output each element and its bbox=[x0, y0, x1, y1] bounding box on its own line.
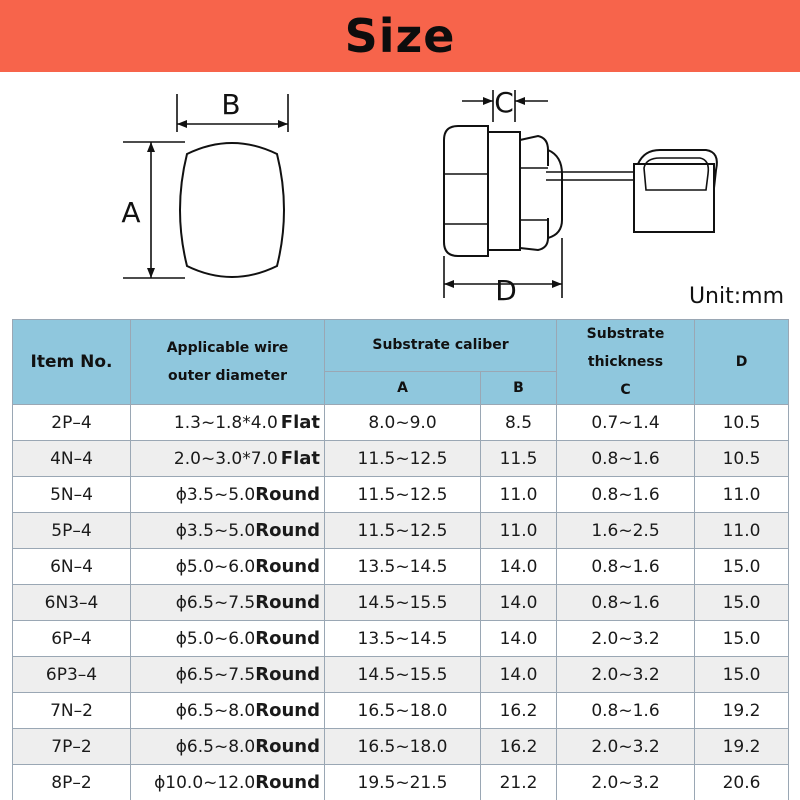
cell-thickness-c: 2.0~3.2 bbox=[557, 729, 695, 765]
cell-wire-diameter bbox=[131, 477, 325, 513]
wire-diameter-value: ϕ3.5~5.0 bbox=[175, 485, 256, 505]
cell-caliber-a: 11.5~12.5 bbox=[325, 513, 481, 549]
header-a: A bbox=[325, 371, 481, 404]
dimension-c-label: C bbox=[494, 86, 514, 119]
table-row bbox=[13, 405, 789, 441]
cell-wire-diameter bbox=[131, 693, 325, 729]
cell-caliber-b: 8.5 bbox=[481, 405, 557, 441]
header-applicable-wire bbox=[131, 320, 325, 405]
cell-d: 10.5 bbox=[695, 405, 789, 441]
wire-diameter-value: ϕ5.0~6.0 bbox=[175, 557, 256, 577]
cell-item-no: 5P–4 bbox=[13, 513, 131, 549]
header-substrate-caliber: Substrate caliber bbox=[325, 320, 557, 372]
cell-thickness-c: 0.7~1.4 bbox=[557, 405, 695, 441]
table-row bbox=[13, 549, 789, 585]
cell-caliber-b: 14.0 bbox=[481, 657, 557, 693]
header-wire-line2: outer diameter bbox=[168, 368, 287, 384]
wire-type: Round bbox=[255, 484, 320, 505]
cell-thickness-c: 0.8~1.6 bbox=[557, 585, 695, 621]
wire-type: Round bbox=[255, 592, 320, 613]
cell-caliber-b: 16.2 bbox=[481, 693, 557, 729]
table-row bbox=[13, 729, 789, 765]
size-spec-table bbox=[12, 319, 789, 800]
cell-caliber-a: 11.5~12.5 bbox=[325, 477, 481, 513]
cell-d: 15.0 bbox=[695, 585, 789, 621]
cell-wire-diameter bbox=[131, 729, 325, 765]
wire-diameter-value: 1.3~1.8*4.0 bbox=[173, 413, 278, 433]
cell-thickness-c: 2.0~3.2 bbox=[557, 765, 695, 800]
cell-thickness-c: 0.8~1.6 bbox=[557, 549, 695, 585]
cell-d: 11.0 bbox=[695, 513, 789, 549]
wire-diameter-value: ϕ10.0~12.0 bbox=[154, 773, 256, 793]
title-banner bbox=[0, 0, 800, 72]
header-thickness-line1: Substrate bbox=[586, 326, 665, 342]
cell-caliber-b: 14.0 bbox=[481, 621, 557, 657]
wire-diameter-value: ϕ6.5~8.0 bbox=[175, 701, 256, 721]
cell-caliber-b: 11.5 bbox=[481, 441, 557, 477]
cell-thickness-c: 0.8~1.6 bbox=[557, 441, 695, 477]
wire-type: Round bbox=[255, 664, 320, 685]
cell-item-no: 6P–4 bbox=[13, 621, 131, 657]
cell-caliber-a: 16.5~18.0 bbox=[325, 693, 481, 729]
table-row bbox=[13, 621, 789, 657]
header-substrate-thickness bbox=[557, 320, 695, 405]
cell-d: 19.2 bbox=[695, 729, 789, 765]
cell-item-no: 2P–4 bbox=[13, 405, 131, 441]
dimension-d-label: D bbox=[495, 274, 517, 307]
cell-wire-diameter bbox=[131, 405, 325, 441]
cell-thickness-c: 0.8~1.6 bbox=[557, 693, 695, 729]
cell-wire-diameter bbox=[131, 657, 325, 693]
cell-item-no: 5N–4 bbox=[13, 477, 131, 513]
header-wire-line1: Applicable wire bbox=[166, 340, 289, 356]
header-thickness-c: C bbox=[620, 382, 631, 398]
wire-diameter-value: ϕ5.0~6.0 bbox=[175, 629, 256, 649]
cell-d: 10.5 bbox=[695, 441, 789, 477]
cell-thickness-c: 2.0~3.2 bbox=[557, 657, 695, 693]
wire-diameter-value: ϕ6.5~7.5 bbox=[175, 665, 256, 685]
unit-label: Unit:mm bbox=[688, 284, 784, 309]
wire-diameter-value: ϕ6.5~8.0 bbox=[175, 737, 256, 757]
cell-thickness-c: 0.8~1.6 bbox=[557, 477, 695, 513]
cell-item-no: 4N–4 bbox=[13, 441, 131, 477]
cell-caliber-a: 8.0~9.0 bbox=[325, 405, 481, 441]
cell-wire-diameter bbox=[131, 621, 325, 657]
header-item-no: Item No. bbox=[13, 320, 131, 405]
cell-d: 19.2 bbox=[695, 693, 789, 729]
cell-caliber-a: 13.5~14.5 bbox=[325, 621, 481, 657]
dimension-b-label: B bbox=[221, 88, 241, 121]
cell-wire-diameter bbox=[131, 549, 325, 585]
wire-type: Round bbox=[255, 736, 320, 757]
front-view-diagram bbox=[105, 82, 320, 297]
cell-caliber-a: 11.5~12.5 bbox=[325, 441, 481, 477]
table-row bbox=[13, 585, 789, 621]
cell-caliber-b: 14.0 bbox=[481, 549, 557, 585]
cell-d: 15.0 bbox=[695, 621, 789, 657]
header-d: D bbox=[695, 320, 789, 405]
cell-d: 20.6 bbox=[695, 765, 789, 800]
cell-thickness-c: 2.0~3.2 bbox=[557, 621, 695, 657]
wire-type: Round bbox=[255, 628, 320, 649]
cell-thickness-c: 1.6~2.5 bbox=[557, 513, 695, 549]
cell-wire-diameter bbox=[131, 513, 325, 549]
table-body bbox=[13, 405, 789, 800]
cell-caliber-b: 14.0 bbox=[481, 585, 557, 621]
wire-diameter-value: ϕ6.5~7.5 bbox=[175, 593, 256, 613]
side-view-diagram bbox=[420, 78, 740, 308]
cell-item-no: 6P3–4 bbox=[13, 657, 131, 693]
cell-d: 11.0 bbox=[695, 477, 789, 513]
table-row bbox=[13, 693, 789, 729]
table-row bbox=[13, 657, 789, 693]
dimension-a-label: A bbox=[121, 196, 141, 229]
cell-caliber-a: 16.5~18.0 bbox=[325, 729, 481, 765]
cell-item-no: 6N3–4 bbox=[13, 585, 131, 621]
cell-caliber-a: 14.5~15.5 bbox=[325, 657, 481, 693]
wire-type: Flat bbox=[280, 448, 320, 469]
cell-caliber-a: 13.5~14.5 bbox=[325, 549, 481, 585]
wire-type: Flat bbox=[280, 412, 320, 433]
wire-diameter-value: 2.0~3.0*7.0 bbox=[173, 449, 278, 469]
cell-caliber-b: 11.0 bbox=[481, 477, 557, 513]
cell-d: 15.0 bbox=[695, 657, 789, 693]
wire-type: Round bbox=[255, 772, 320, 793]
header-b: B bbox=[481, 371, 557, 404]
table-row bbox=[13, 765, 789, 800]
cell-wire-diameter bbox=[131, 441, 325, 477]
wire-type: Round bbox=[255, 700, 320, 721]
cell-caliber-b: 11.0 bbox=[481, 513, 557, 549]
wire-type: Round bbox=[255, 520, 320, 541]
cell-d: 15.0 bbox=[695, 549, 789, 585]
wire-diameter-value: ϕ3.5~5.0 bbox=[175, 521, 256, 541]
table-row bbox=[13, 441, 789, 477]
table-row bbox=[13, 513, 789, 549]
cell-wire-diameter bbox=[131, 585, 325, 621]
cell-item-no: 7P–2 bbox=[13, 729, 131, 765]
wire-type: Round bbox=[255, 556, 320, 577]
cell-item-no: 8P–2 bbox=[13, 765, 131, 800]
cell-item-no: 6N–4 bbox=[13, 549, 131, 585]
cell-wire-diameter bbox=[131, 765, 325, 800]
table-row bbox=[13, 477, 789, 513]
cell-caliber-a: 14.5~15.5 bbox=[325, 585, 481, 621]
cell-caliber-b: 21.2 bbox=[481, 765, 557, 800]
cell-caliber-b: 16.2 bbox=[481, 729, 557, 765]
cell-item-no: 7N–2 bbox=[13, 693, 131, 729]
page-title: Size bbox=[344, 9, 456, 63]
header-thickness-line2: thickness bbox=[587, 354, 664, 370]
cell-caliber-a: 19.5~21.5 bbox=[325, 765, 481, 800]
